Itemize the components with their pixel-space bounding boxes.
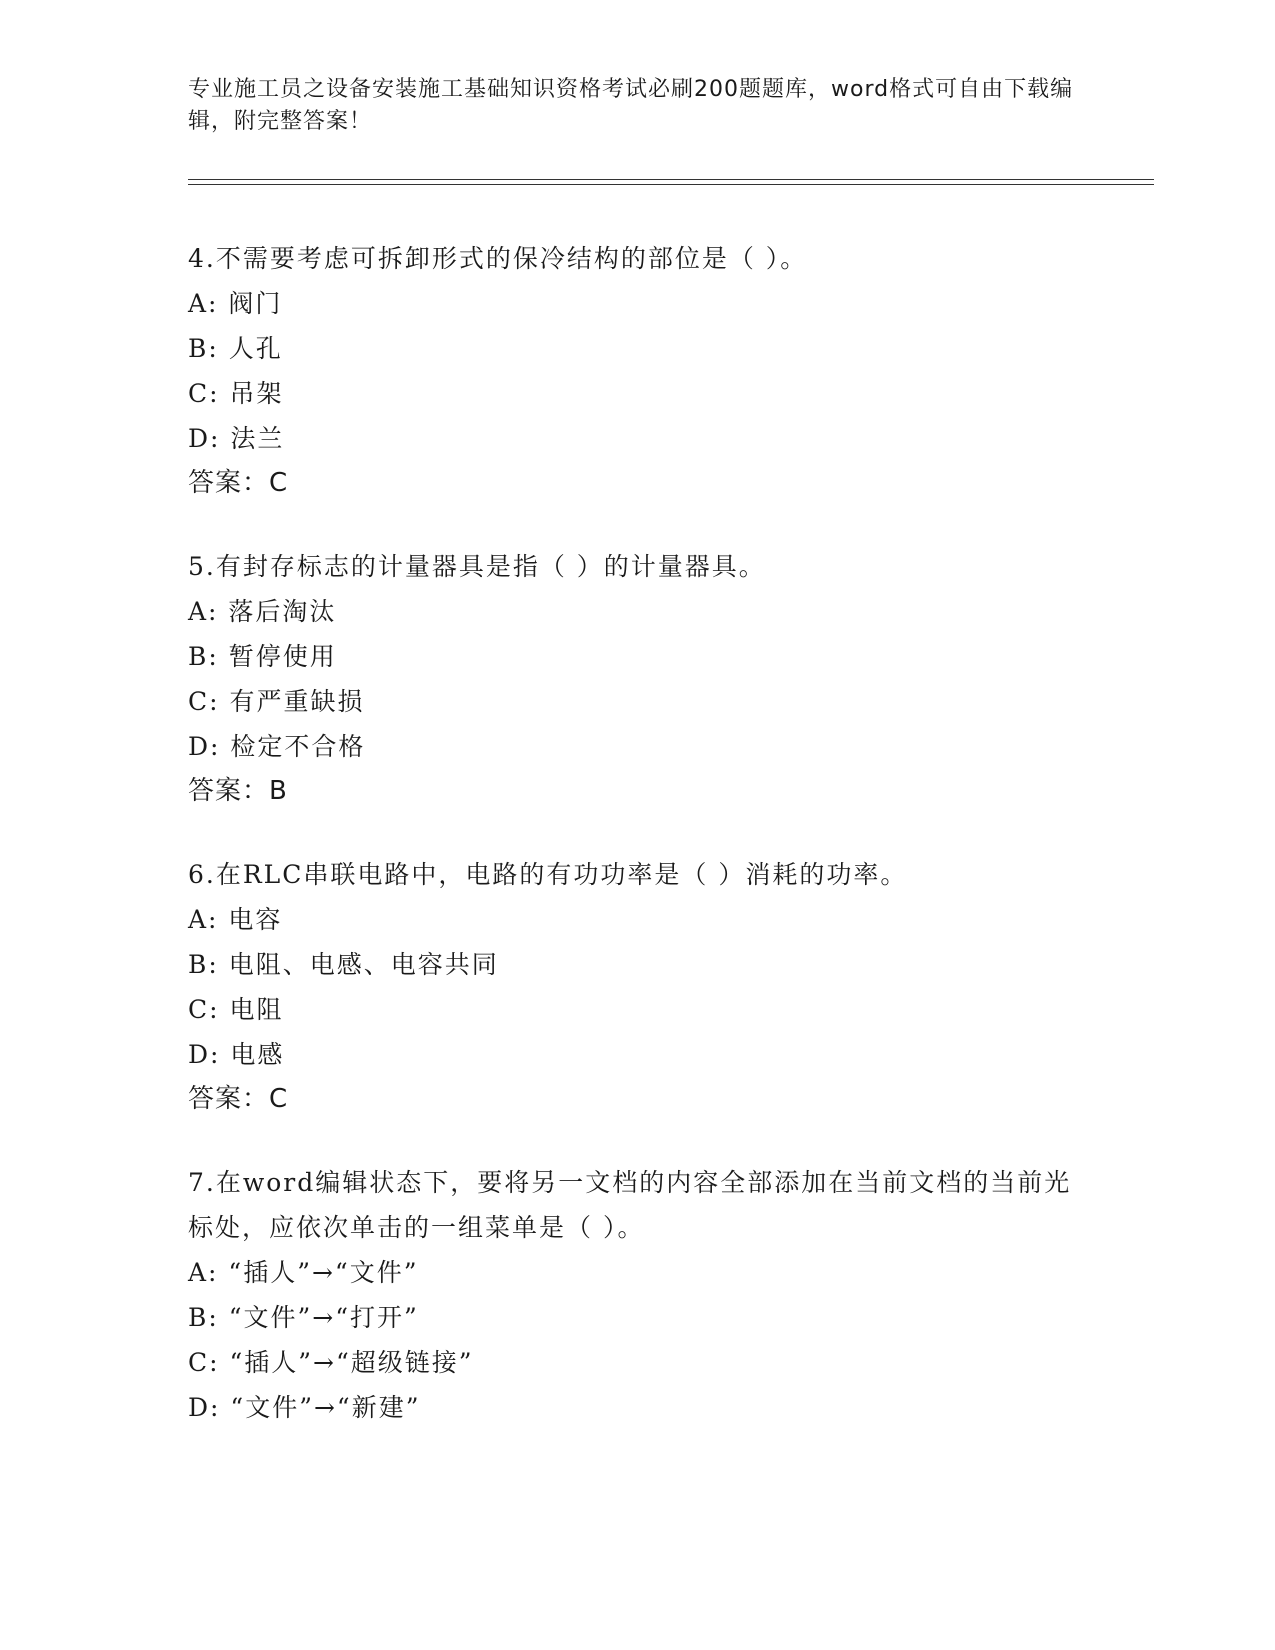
question-5 [188,544,1088,814]
option-d: D: 法兰 [188,424,285,453]
question-6 [188,852,1088,1122]
option-a: A: 阀门 [188,289,283,318]
option-b: B: 暂停使用 [188,642,337,671]
option-c: C: 有严重缺损 [188,687,365,716]
option-b: B: “文件”→“打开” [188,1303,419,1332]
option-c: C: 吊架 [188,379,284,408]
question-stem: 4.不需要考虑可拆卸形式的保冷结构的部位是（ ）。 [188,244,808,273]
option-b: B: 电阻、电感、电容共同 [188,950,499,979]
option-b: B: 人孔 [188,334,283,363]
option-d: D: 电感 [188,1040,285,1069]
option-a: A: 电容 [188,905,283,934]
question-7 [188,1160,1088,1430]
option-a: A: “插人”→“文件” [188,1258,419,1287]
question-stem: 7.在word编辑状态下，要将另一文档的内容全部添加在当前文档的当前光标处，应依次单击的一组菜单是（ ）。 [188,1168,1072,1242]
question-stem: 5.有封存标志的计量器具是指（ ）的计量器具。 [188,552,766,581]
answer: 答案：C [188,468,289,498]
question-stem: 6.在RLC串联电路中，电路的有功功率是（ ）消耗的功率。 [188,860,908,889]
option-c: C: “插人”→“超级链接” [188,1348,474,1377]
option-a: A: 落后淘汰 [188,597,337,626]
answer: 答案：B [188,776,288,806]
answer: 答案：C [188,1084,289,1114]
question-list [188,236,1088,1468]
option-c: C: 电阻 [188,995,284,1024]
option-d: D: 检定不合格 [188,732,366,761]
question-4 [188,236,1088,506]
document-header: 专业施工员之设备安装施工基础知识资格考试必刷200题题库，word格式可自由下载编辑，附完整答案！ [188,77,1074,134]
option-d: D: “文件”→“新建” [188,1393,421,1422]
header-double-rule [188,179,1154,185]
